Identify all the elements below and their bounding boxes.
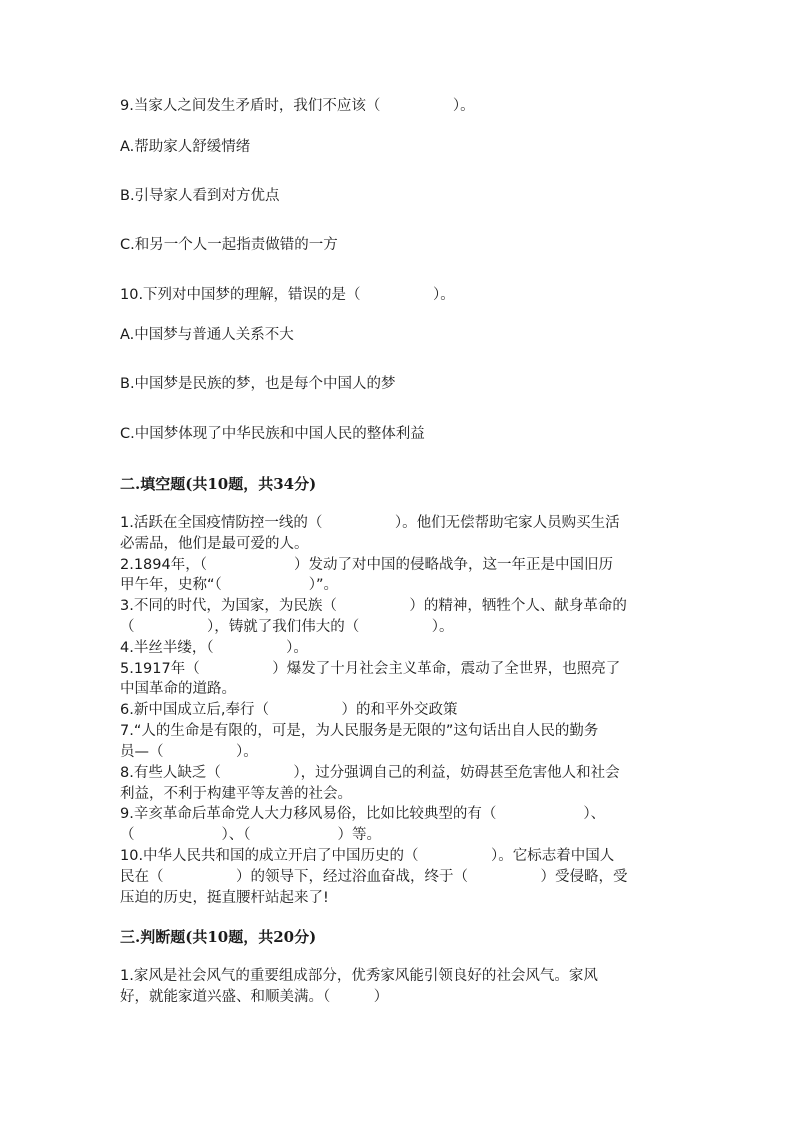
fill-line: 1.活跃在全国疫情防控一线的（ ）。他们无偿帮助宅家人员购买生活 <box>120 515 620 531</box>
fill-line: 民在（ ）的领导下，经过浴血奋战，终于（ ）受侵略，受 <box>120 869 628 885</box>
fill-line: 2.1894年，（ ）发动了对中国的侵略战争，这一年正是中国旧历 <box>120 557 613 573</box>
question-9-stem: 9.当家人之间发生矛盾时，我们不应该（ ）。 <box>120 98 475 114</box>
question-9-option-a: A.帮助家人舒缓情绪 <box>120 139 251 155</box>
question-10-option-a: A.中国梦与普通人关系不大 <box>120 327 294 343</box>
fill-line: 3.不同的时代，为国家，为民族（ ）的精神，牺牲个人、献身革命的 <box>120 598 627 614</box>
question-9-option-c: C.和另一个人一起指责做错的一方 <box>120 237 338 253</box>
fill-line: 压迫的历史，挺直腰杆站起来了! <box>120 890 329 906</box>
fill-line: 甲午年，史称“（ ）”。 <box>120 577 339 593</box>
question-10-option-b: B.中国梦是民族的梦，也是每个中国人的梦 <box>120 376 396 392</box>
fill-line: 7.“人的生命是有限的，可是，为人民服务是无限的”这句话出自人民的勤务 <box>120 723 599 739</box>
fill-line: 6.新中国成立后,奉行（ ）的和平外交政策 <box>120 702 458 718</box>
section-3-title: 三.判断题(共10题，共20分) <box>120 928 317 946</box>
fill-line: 4.半丝半缕，（ ）。 <box>120 640 308 656</box>
fill-line: 员—（ ）。 <box>120 744 258 760</box>
fill-line: 8.有些人缺乏（ ），过分强调自己的利益，妨碍甚至危害他人和社会 <box>120 765 620 781</box>
fill-line: 利益，不利于构建平等友善的社会。 <box>120 786 352 802</box>
section-2-title: 二.填空题(共10题，共34分) <box>120 475 317 493</box>
fill-line: 5.1917年（ ）爆发了十月社会主义革命，震动了全世界，也照亮了 <box>120 661 621 677</box>
fill-line: 中国革命的道路。 <box>120 681 236 697</box>
judge-line: 1.家风是社会风气的重要组成部分，优秀家风能引领良好的社会风气。家风 <box>120 968 598 984</box>
fill-line: 10.中华人民共和国的成立开启了中国历史的（ ）。它标志着中国人 <box>120 848 615 864</box>
judge-line: 好，就能家道兴盛、和顺美满。（ ） <box>120 989 389 1005</box>
fill-line: （ ），铸就了我们伟大的（ ）。 <box>120 619 454 635</box>
fill-line: （ ）、（ ）等。 <box>120 827 381 843</box>
question-10-option-c: C.中国梦体现了中华民族和中国人民的整体利益 <box>120 426 425 442</box>
fill-line: 9.辛亥革命后革命党人大力移风易俗，比如比较典型的有（ ）、 <box>120 806 606 822</box>
fill-line: 必需品，他们是最可爱的人。 <box>120 536 309 552</box>
question-10-stem: 10.下列对中国梦的理解，错误的是（ ）。 <box>120 287 455 303</box>
question-9-option-b: B.引导家人看到对方优点 <box>120 188 280 204</box>
